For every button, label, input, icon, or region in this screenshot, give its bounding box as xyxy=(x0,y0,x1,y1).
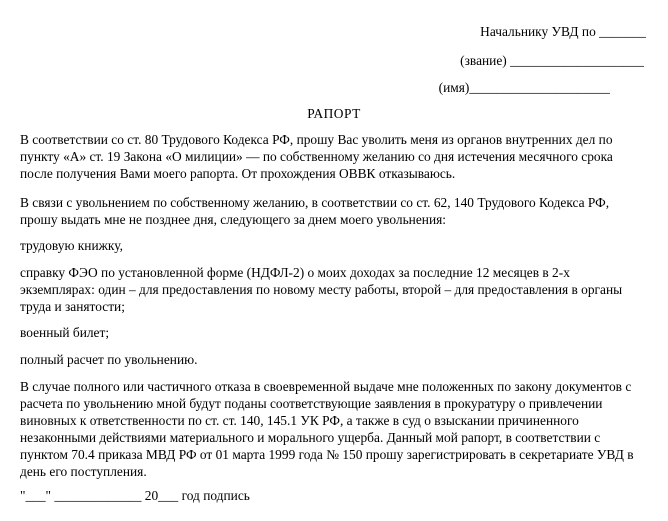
text-line: прошу выдать мне не позднее дня, следующего за днем моего увольнения: xyxy=(20,212,447,227)
text-line: В случае полного или частичного отказа в своевременной выдаче мне положенных по закону документов с xyxy=(20,379,632,394)
addressee-line: Начальнику УВД по _______ xyxy=(480,24,646,39)
text-line: военный билет; xyxy=(20,325,110,340)
list-item-work-book xyxy=(20,237,648,254)
text-line: трудовую книжку, xyxy=(20,238,123,253)
text-line: пункту «А» ст. 19 Закона «О милиции» — по собственному желанию со дня истечения месячного срока xyxy=(20,149,613,164)
paragraph-documents-request xyxy=(20,194,648,228)
text-line: виновных к ответственности по ст. ст. 140, 145.1 УК РФ, а также в суд о взыскании причиненного xyxy=(20,413,579,428)
name-line: (имя)_____________________ xyxy=(438,80,610,95)
rank-line: (звание) ____________________ xyxy=(460,53,644,68)
list-item-income-certificate xyxy=(20,264,648,315)
text-line: В соответствии со ст. 80 Трудового Кодекса РФ, прошу Вас уволить меня из органов внутренних дел по xyxy=(20,132,613,147)
text-line: день его поступления. xyxy=(20,464,147,479)
text-line: экземплярах: один – для предоставления по новому месту работы, второй – для предоставления в органы xyxy=(20,282,623,297)
list-item-final-settlement xyxy=(20,351,648,368)
text-line: пунктом 70.4 приказа МВД РФ от 01 марта 1999 года № 150 прошу зарегистрировать в секретариате УВД в xyxy=(20,447,634,462)
text-line: полный расчет по увольнению. xyxy=(20,352,198,367)
paragraph-dismissal-request xyxy=(20,131,648,182)
text-line: В связи с увольнением по собственному желанию, в соответствии со ст. 62, 140 Трудового Кодекса РФ, xyxy=(20,195,610,210)
document-title: РАПОРТ xyxy=(307,106,361,121)
text-line: труда и занятости; xyxy=(20,299,125,314)
text-line: справку ФЭО по установленной форме (НДФЛ-2) о моих доходах за последние 12 месяцев в 2-х xyxy=(20,265,570,280)
text-line: после получения Вами моего рапорта. От прохождения ОВВК отказываюсь. xyxy=(20,166,456,181)
text-line: расчета по увольнению мной будут поданы соответствующие заявления в прокуратуру о привлечении xyxy=(20,396,603,411)
date-signature-line: "___" _____________ 20___ год подпись xyxy=(20,488,250,503)
paragraph-refusal-consequences xyxy=(20,378,648,480)
list-item-military-id xyxy=(20,324,648,341)
text-line: незаконными действиями материального и морального ущерба. Данный мой рапорт, в соответствии с xyxy=(20,430,601,445)
